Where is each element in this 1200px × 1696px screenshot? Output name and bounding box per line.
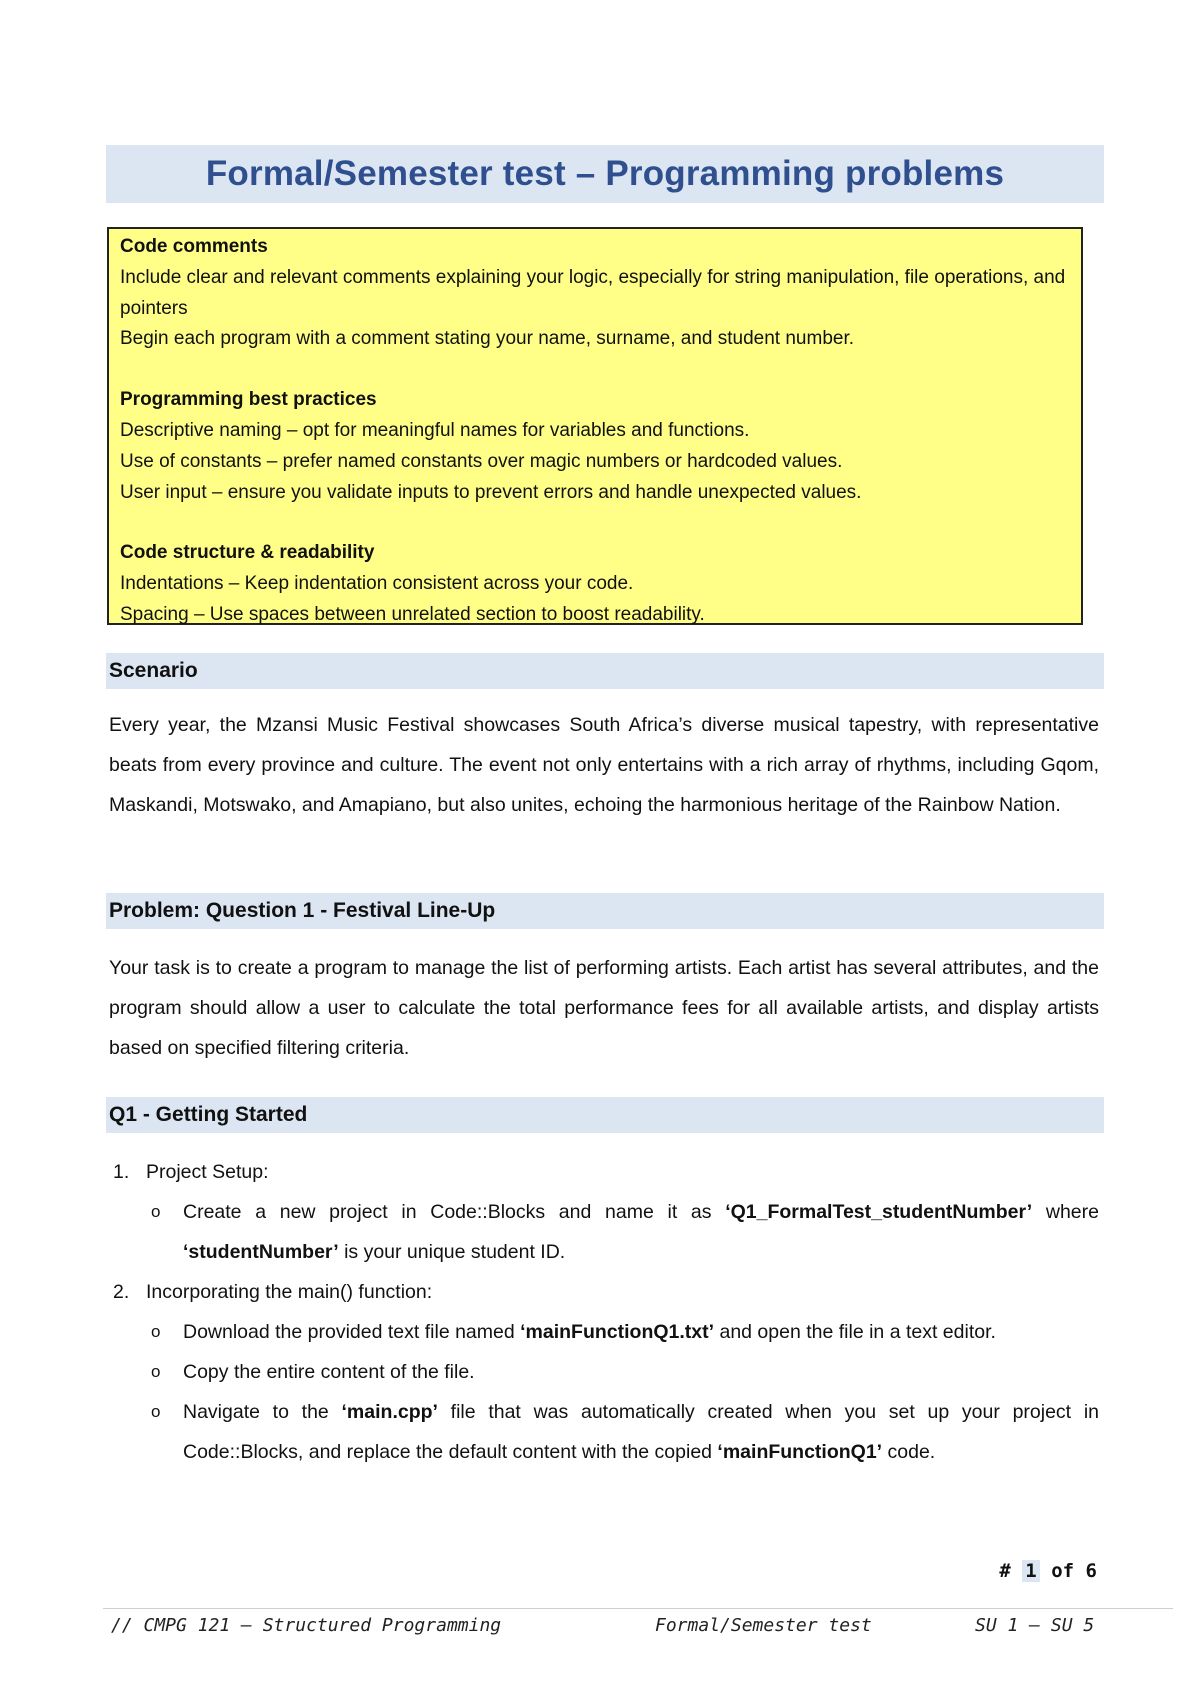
list-item: 2. Incorporating the main() function: xyxy=(113,1281,433,1303)
bullet-icon: o xyxy=(151,1402,161,1421)
title-banner xyxy=(106,145,1104,203)
project-name: ‘Q1_FormalTest_studentNumber’ xyxy=(725,1201,1033,1223)
bullet-icon: o xyxy=(151,1322,161,1341)
list-subitem: o Navigate to the ‘main.cpp’ file that was automatically created when you set up your project in Code::Blocks, and replace the default content with the copied ‘mainFunctionQ1’ code. xyxy=(109,1392,1099,1472)
setup-steps-list xyxy=(109,1152,1099,1472)
guidelines-box xyxy=(107,227,1083,625)
step-project-setup: Project Setup: xyxy=(146,1161,269,1183)
footer-course: // CMPG 121 – Structured Programming xyxy=(111,1615,502,1636)
step-main-function: Incorporating the main() function: xyxy=(146,1281,433,1303)
comments-heading: Code comments xyxy=(120,236,268,257)
main-cpp-file: ‘main.cpp’ xyxy=(341,1401,438,1423)
comments-line-2: Begin each program with a comment stating your name, surname, and student number. xyxy=(120,328,855,350)
list-item: 1. Project Setup: xyxy=(113,1161,269,1183)
footer-test-name: Formal/Semester test xyxy=(655,1615,872,1636)
page-number: # 1 of 6 xyxy=(999,1560,1097,1582)
current-page: 1 xyxy=(1022,1560,1039,1582)
scenario-text: Every year, the Mzansi Music Festival showcases South Africa’s diverse musical tapestry, with representative beats from every province and culture. The event not only entertains with a rich array of rhythms, including Gqom, Maskandi, Motswako, and Amapiano, but also unites, echoing the harmonious heritage of the Rainbow Nation. xyxy=(109,714,1099,816)
practices-line-3: User input – ensure you validate inputs to prevent errors and handle unexpected values. xyxy=(120,481,862,503)
practices-line-1: Descriptive naming – opt for meaningful names for variables and functions. xyxy=(120,419,750,441)
getting-started-heading: Q1 - Getting Started xyxy=(106,1097,1104,1133)
main-function-file: ‘mainFunctionQ1.txt’ xyxy=(520,1321,715,1343)
student-number-term: ‘studentNumber’ xyxy=(183,1241,339,1263)
main-function-code: ‘mainFunctionQ1’ xyxy=(717,1441,883,1463)
scenario-heading: Scenario xyxy=(106,653,1104,689)
list-subitem: o Copy the entire content of the file. xyxy=(109,1352,1099,1392)
footer-units: SU 1 – SU 5 xyxy=(975,1615,1095,1636)
structure-line-2: Spacing – Use spaces between unrelated section to boost readability. xyxy=(120,603,705,625)
bullet-icon: o xyxy=(151,1362,161,1381)
bullet-icon: o xyxy=(151,1202,161,1221)
problem-text: Your task is to create a program to manage the list of performing artists. Each artist has several attributes, and the program should allow a user to calculate the total performance fees for all available artists, and display artists based on specified filtering criteria. xyxy=(109,957,1099,1059)
page-title: Formal/Semester test – Programming problems xyxy=(205,154,1005,193)
practices-heading: Programming best practices xyxy=(120,389,377,411)
list-subitem: o Create a new project in Code::Blocks and name it as ‘Q1_FormalTest_studentNumber’ where ‘studentNumber’ is your unique student ID. xyxy=(109,1192,1099,1272)
total-pages: 6 xyxy=(1085,1560,1097,1582)
practices-line-2: Use of constants – prefer named constants over magic numbers or hardcoded values. xyxy=(120,450,843,472)
list-subitem: o Download the provided text file named ‘mainFunctionQ1.txt’ and open the file in a text editor. xyxy=(109,1312,1099,1352)
problem-heading: Problem: Question 1 - Festival Line-Up xyxy=(106,893,1104,929)
footer-divider xyxy=(103,1608,1173,1609)
comments-line-1: Include clear and relevant comments explaining your logic, especially for string manipulation, file operations, and pointers xyxy=(120,266,1066,319)
structure-line-1: Indentations – Keep indentation consistent across your code. xyxy=(120,573,634,595)
structure-heading: Code structure & readability xyxy=(120,542,375,564)
